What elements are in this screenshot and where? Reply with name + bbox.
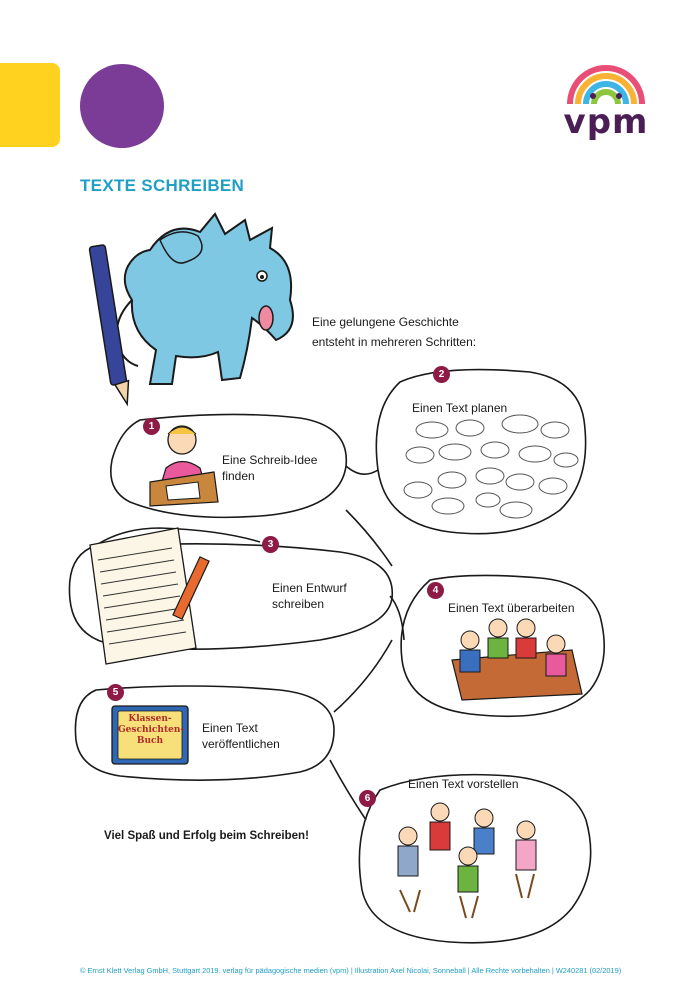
intro-line-1: Eine gelungene Geschichte: [312, 315, 459, 329]
step-6-badge: 6: [359, 790, 376, 807]
book-title-line-1: Klassen-: [128, 714, 172, 724]
step-1-badge: 1: [143, 418, 160, 435]
step-1-line-2: finden: [222, 469, 255, 483]
group-work-illustration: [452, 619, 582, 700]
step-3-line-1: Einen Entwurf: [272, 581, 347, 595]
book-title-line-2: Geschichten-: [118, 725, 185, 735]
book-title: [118, 714, 185, 747]
dragon-illustration: [117, 214, 293, 384]
closing-text: Viel Spaß und Erfolg beim Schreiben!: [104, 830, 309, 842]
step-1-line-1: Eine Schreib-Idee: [222, 453, 318, 467]
step-1-label: [222, 452, 317, 484]
step-5-line-2: veröffentlichen: [202, 737, 280, 751]
planning-bubbles: [404, 415, 578, 518]
intro-line-2: entsteht in mehreren Schritten:: [312, 335, 477, 349]
girl-thinking-illustration: [150, 426, 218, 506]
step-3-badge: 3: [262, 536, 279, 553]
step-2-label: Einen Text planen: [412, 401, 508, 415]
step-6-label: Einen Text vorstellen: [408, 777, 519, 791]
draft-paper-illustration: [90, 528, 209, 664]
step-3-label: [272, 580, 347, 612]
book-title-line-3: Buch: [136, 736, 164, 746]
step-2-badge: 2: [433, 366, 450, 383]
step-3-line-2: schreiben: [272, 597, 325, 611]
pencil-illustration: [89, 245, 132, 406]
logo-text: vpm: [563, 102, 649, 142]
page-title: TEXTE SCHREIBEN: [80, 176, 245, 195]
presentation-group-illustration: [398, 803, 536, 918]
step-4-label: Einen Text überarbeiten: [448, 601, 575, 615]
footer-copyright: © Ernst Klett Verlag GmbH, Stuttgart 2019. verlag für pädagogische medien (vpm) | Illustration Axel Nicolai, Sonneball | Alle Rechte vorbehalten | W240281 (02/2019): [80, 966, 622, 975]
step-5-line-1: Einen Text: [202, 721, 258, 735]
intro-text: [312, 312, 532, 352]
step-5-badge: 5: [107, 684, 124, 701]
step-5-label: [202, 720, 280, 752]
step-4-badge: 4: [427, 582, 444, 599]
